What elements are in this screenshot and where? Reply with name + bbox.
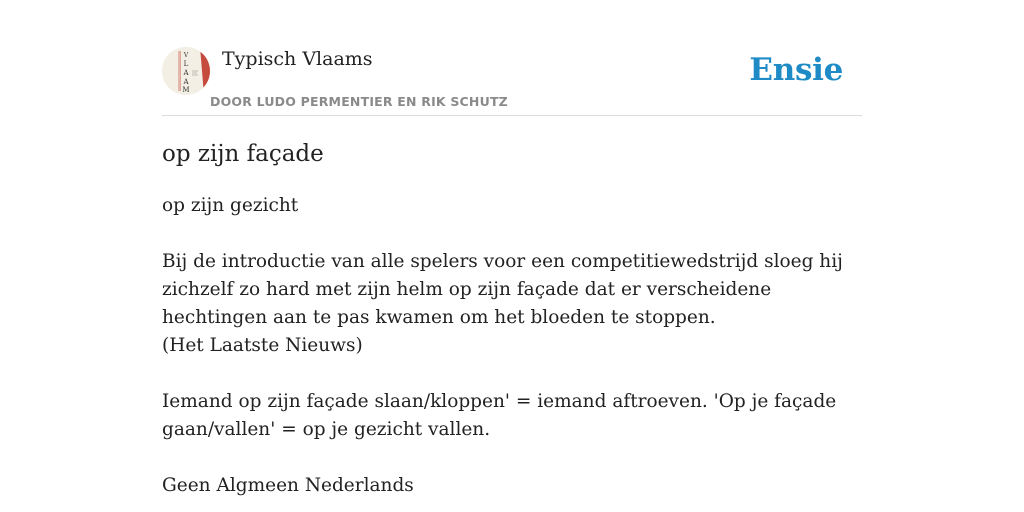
entry-example: Bij de introductie van alle spelers voor een competitiewedstrijd sloeg hij zichzelf zo hard met zijn helm op zijn façade dat er verscheidene hechtingen aan te pas kwamen om het bloeden te stoppen.	[162, 251, 843, 328]
svg-text:V: V	[183, 52, 189, 59]
book-title[interactable]: Typisch Vlaams	[222, 48, 373, 70]
entry-usage-note: Geen Algmeen Nederlands	[162, 475, 414, 496]
paragraph-gap	[162, 220, 862, 248]
entry-title: op zijn façade	[162, 141, 324, 167]
entry-explanation: Iemand op zijn façade slaan/kloppen' = iemand aftroeven. 'Op je façade gaan/vallen' = op je gezicht vallen.	[162, 391, 837, 440]
svg-text:A: A	[183, 78, 189, 86]
entry-definition: op zijn gezicht	[162, 195, 299, 216]
entry-content	[162, 192, 862, 500]
svg-text:L: L	[183, 60, 189, 68]
paragraph-gap	[162, 360, 862, 388]
svg-text:A: A	[183, 69, 189, 77]
paragraph-gap	[162, 444, 862, 472]
svg-text:M: M	[182, 86, 190, 94]
page-header	[162, 44, 862, 116]
entry-example-source: (Het Laatste Nieuws)	[162, 335, 363, 356]
book-cover-avatar[interactable]	[162, 47, 210, 95]
ensie-logo-link[interactable]: Ensie	[749, 52, 843, 88]
book-authors: DOOR LUDO PERMENTIER EN RIK SCHUTZ	[210, 94, 508, 109]
book-cover-image	[162, 47, 210, 95]
